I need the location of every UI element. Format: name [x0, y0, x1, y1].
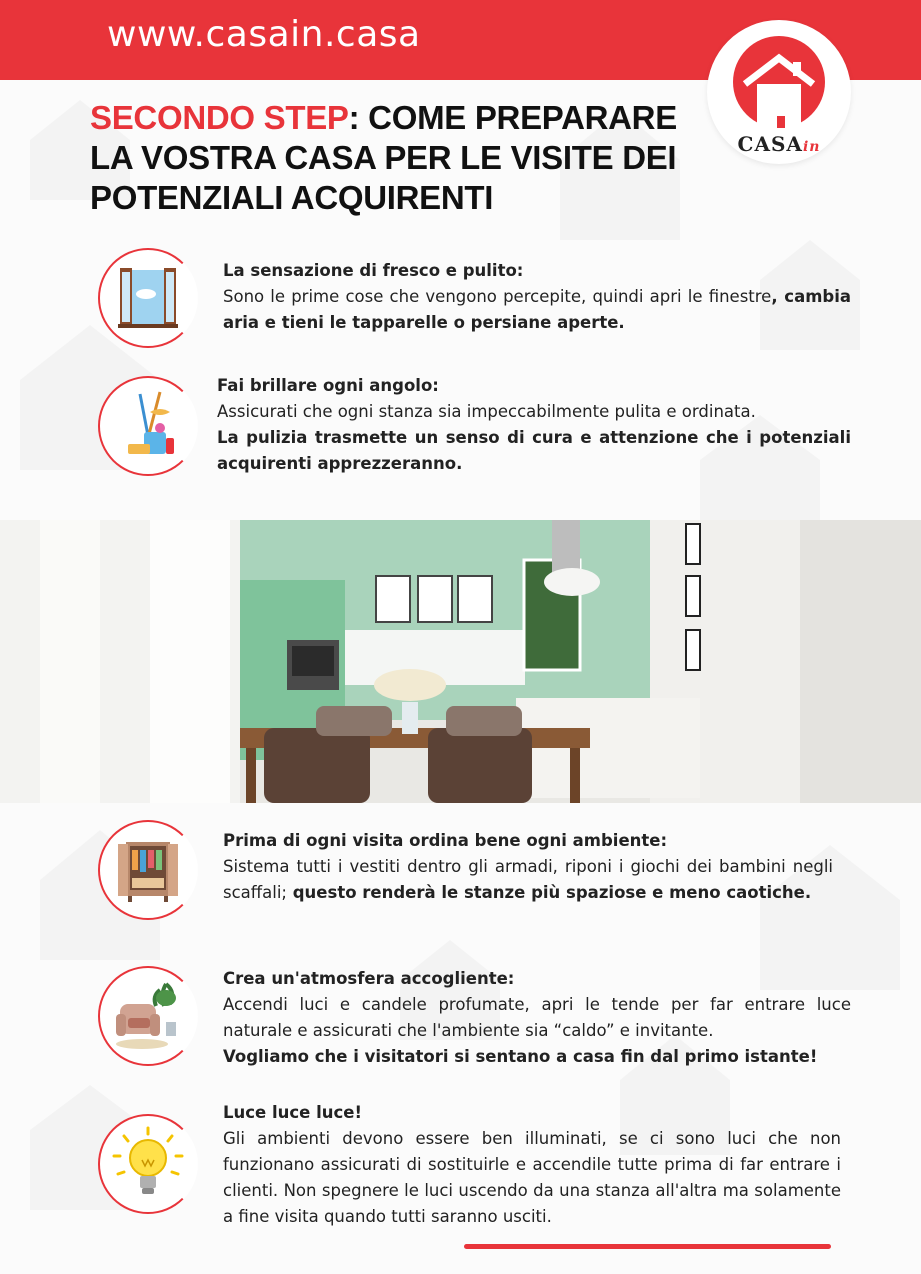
icon-ring — [98, 248, 198, 348]
title-highlight: SECONDO STEP — [90, 99, 349, 136]
tip-heading: Fai brillare ogni angolo: — [217, 376, 439, 395]
tip-body: Gli ambienti devono essere ben illuminati, se ci sono luci che non funzionano assicurati di sostituirle e accendile tutte prima di far entrare i clienti. Non spegnere le luci uscendo da una stanza all'altra ma solamente a fine visita quando tutti saranno usciti. — [223, 1129, 841, 1226]
tip-text — [223, 1100, 841, 1230]
logo-text — [707, 132, 851, 156]
tip-heading: Luce luce luce! — [223, 1103, 362, 1122]
icon-ring — [98, 376, 198, 476]
tip-heading: Crea un'atmosfera accogliente: — [223, 969, 515, 988]
armchair-plant-icon — [110, 978, 186, 1054]
tip-text — [223, 966, 851, 1070]
light-bulb-icon — [110, 1126, 186, 1202]
tip-body: Assicurati che ogni stanza sia impeccabilmente pulita e ordinata. — [217, 402, 756, 421]
tip-body-bold: questo renderà le stanze più spaziose e meno caotiche. — [287, 883, 812, 902]
icon-ring — [98, 1114, 198, 1214]
tip-heading: La sensazione di fresco e pulito: — [223, 261, 524, 280]
tip-body: Sono le prime cose che vengono percepite, quindi apri le finestre — [223, 287, 772, 306]
site-url[interactable]: www.casain.casa — [107, 14, 421, 55]
logo-suffix: in — [802, 139, 821, 155]
cleaning-tools-icon — [110, 388, 186, 464]
tip-heading: Prima di ogni visita ordina bene ogni ambiente: — [223, 831, 668, 850]
title-rest: : COME PREPARARE LA VOSTRA CASA PER LE VISITE DEI POTENZIALI ACQUIRENTI — [90, 99, 677, 216]
tip-body-bold: , cambia aria e tieni le tapparelle o persiane aperte. — [223, 287, 851, 332]
tip-text — [217, 373, 851, 477]
logo-wordmark: CASA — [737, 132, 803, 156]
footer-divider — [464, 1244, 831, 1249]
tip-body: Sistema tutti i vestiti dentro gli armadi, riponi i giochi dei bambini negli scaffali; — [223, 857, 833, 902]
window-icon — [110, 260, 186, 336]
house-logo-icon — [727, 32, 831, 132]
wardrobe-icon — [110, 832, 186, 908]
icon-ring — [98, 966, 198, 1066]
tip-text — [223, 828, 833, 906]
logo — [707, 20, 851, 164]
tip-body-bold: La pulizia trasmette un senso di cura e attenzione che i potenziali acquirenti apprezzeranno. — [217, 428, 851, 473]
kitchen-dining-photo — [0, 520, 921, 803]
tip-body: Accendi luci e candele profumate, apri le tende per far entrare luce naturale e assicurati che l'ambiente sia “caldo” e invitante. — [223, 995, 851, 1040]
icon-ring — [98, 820, 198, 920]
tip-body-bold: Vogliamo che i visitatori si sentano a casa fin dal primo istante! — [223, 1047, 818, 1066]
page-title — [90, 98, 690, 218]
tip-text — [223, 258, 851, 336]
